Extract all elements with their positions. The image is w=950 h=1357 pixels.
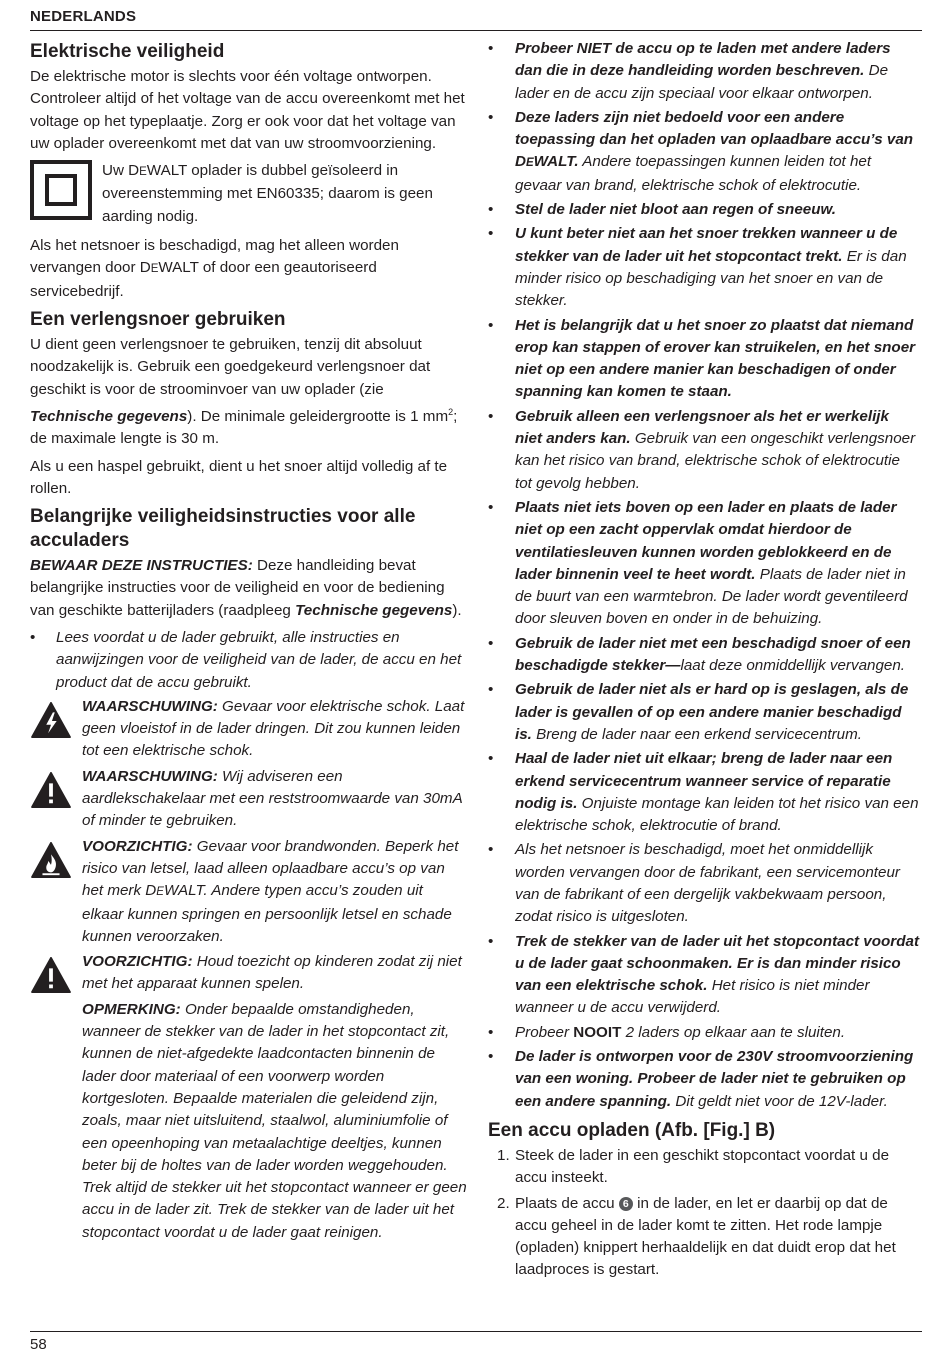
- caution-burn: [30, 836, 468, 948]
- list-item: • Gebruik alleen een verlengsnoer als het er werkelijk niet anders kan. Gebruik van een ongeschikt verlengsnoer kan het risico van brand, elektrische schok of elektrocutie tot gevolg hebben.: [488, 407, 916, 492]
- save-instructions-paragraph: BEWAAR DEZE INSTRUCTIES: Deze handleiding bevat belangrijke instructies voor de veiligheid en voor de bediening van geschikte batterijladers (raadpleeg Technische gegevens).: [30, 557, 462, 619]
- list-item: • Probeer NOOIT 2 laders op elkaar aan te sluiten.: [488, 1023, 846, 1041]
- list-item: • U kunt beter niet aan het snoer trekken wanneer u de stekker van de lader uit het stopcontact trekt. Er is dan minder risico op beschadiging van het snoer en van de stekker.: [488, 225, 907, 310]
- warning-text: VOORZICHTIG: Houd toezicht op kinderen zodat zij niet met het apparaat kunnen spelen.: [82, 953, 462, 993]
- list-item: • Haal de lader niet uit elkaar; breng de lader naar een erkend servicecentrum wanneer service of reparatie nodig is. Onjuiste montage kan leiden tot het risico van een elektrische schok, elektrocutie of brand.: [488, 750, 919, 835]
- safety-bullet-list: [30, 627, 468, 694]
- list-item: • Plaats niet iets boven op een lader en plaats de lader niet op een zacht oppervlak omdat hierdoor de ventilatiesleuven kunnen worden geblokkeerd en de lader binnenin veel te heet wordt. Plaats de lader niet in de buurt van een warmtebron. De lader wordt geventileerd door sleuven boven en onder in de behuizing.: [488, 498, 908, 628]
- power-cord-paragraph: Als het netsnoer is beschadigd, mag het alleen worden vervangen door DEWALT of door een geautoriseerd servicebedrijf.: [30, 237, 399, 300]
- warning-electric-shock: [30, 696, 468, 763]
- step-item: 1. Steek de lader in een geschikt stopcontact voordat u de accu insteekt.: [497, 1146, 890, 1187]
- warning-text: WAARSCHUWING: Gevaar voor elektrische schok. Laat geen vloeistof in de lader dringen. Dit zou kunnen leiden tot een elektrische schok.: [82, 697, 465, 760]
- charger-safety-list: [488, 38, 920, 1113]
- double-insulation-block: [30, 160, 468, 233]
- left-column: [30, 38, 468, 1244]
- footer-rule: [30, 1331, 922, 1332]
- heading-extension-cord: Een verlengsnoer gebruiken: [30, 308, 286, 330]
- caution-children: [30, 951, 468, 996]
- list-item: • De lader is ontworpen voor de 230V stroomvoorziening van een woning. Probeer de lader niet te gebruiken op een andere spanning. Dit geldt niet voor de 12V-lader.: [488, 1048, 914, 1110]
- warning-text: VOORZICHTIG: Gevaar voor brandwonden. Beperk het risico van letsel, laad alleen oplaadbare accu’s op van het merk DEWALT. Andere typen accu’s zouden uit elkaar kunnen springen en persoonlijk letsel en schade kunnen veroorzaken.: [82, 837, 459, 945]
- exclamation-warning-icon: [30, 772, 72, 808]
- list-item: • Probeer NIET de accu op te laden met andere laders dan die in deze handleiding worden beschreven. De lader en de accu zijn speciaal voor elkaar ontworpen.: [488, 40, 891, 102]
- warning-text: WAARSCHUWING: Wij adviseren een aardlekschakelaar met een reststroomwaarde van 30mA of minder te gebruiken.: [82, 767, 463, 830]
- double-insulation-icon: [30, 160, 92, 220]
- extension-paragraph: U dient geen verlengsnoer te gebruiken, tenzij dit absoluut noodzakelijk is. Gebruik een goedgekeurd verlengsnoer dat geschikt is voor de stroominvoer van uw oplader (zie Technische gegevens). De minimale geleidergrootte is 1 $mm^2$; de maximale lengte is 30 m.: [30, 335, 458, 448]
- heading-charging: Een accu opladen (Afb. [Fig.] B): [488, 1119, 776, 1141]
- list-item: • Als het netsnoer is beschadigd, moet het onmiddellijk worden vervangen door de fabrikant, een servicemonteur van de fabrikant of een dergelijk vakbekwaam persoon, zodat risico is uitgesloten.: [488, 841, 900, 926]
- reel-paragraph: Als u een haspel gebruikt, dient u het snoer altijd volledig af te rollen.: [30, 457, 448, 497]
- electric-shock-warning-icon: [30, 702, 72, 738]
- step-item: 2. Plaats de accu 6 in de lader, en let er daarbij op dat de accu geheel in de lader komt te zitten. Het rode lampje (opladen) knippert herhaaldelijk en dat duidt erop dat het laadproces is gestart.: [497, 1194, 896, 1279]
- list-item: • Stel de lader niet bloot aan regen of sneeuw.: [488, 201, 836, 219]
- heading-electrical-safety: Elektrische veiligheid: [30, 41, 225, 62]
- technical-data-ref: Technische gegevens: [30, 407, 188, 425]
- header-language: NEDERLANDS: [30, 8, 137, 25]
- fire-warning-icon: [30, 842, 72, 878]
- list-item: • Gebruik de lader niet met een beschadigd snoer of een beschadigde stekker—laat deze onmiddellijk vervangen.: [488, 634, 911, 675]
- note-short-circuit: OPMERKING: Onder bepaalde omstandigheden, wanneer de stekker van de lader in het stopcontact zit, kunnen de niet-afgedekte laadcontacten binnenin de lader door materiaal of een voorwerp worden kortgesloten. Bepaalde materialen die geleidend zijn, zoals, maar niet uitsluitend, staalwol, aluminiumfolie of een opeenhoping van metaalachtige deeltjes, kunnen beter bij de holtes van de lader worden weggehouden. Trek altijd de stekker uit het stopcontact wanneer er geen accu in de lader zit. Trek de stekker van de lader uit het stopcontact voordat u de lader gaat reinigen.: [82, 1000, 467, 1241]
- right-column: [488, 38, 920, 1285]
- header-rule: [30, 30, 922, 31]
- page-number: 58: [30, 1336, 47, 1353]
- warning-rcd: [30, 766, 468, 833]
- electrical-paragraph: De elektrische motor is slechts voor één voltage ontworpen. Controleer altijd of het voltage van de accu overeenkomt met het voltage op het typeplaatje. Zorg er ook voor dat het voltage van uw oplader overeenkomt met dat van uw stroomvoorziening.: [30, 68, 465, 152]
- list-item: • Deze laders zijn niet bedoeld voor een andere toepassing dan het opladen van oplaadbare accu’s van DEWALT. Andere toepassingen kunnen leiden tot het gevaar van brand, elektrische schok of elektrocutie.: [488, 108, 914, 194]
- list-item: • Lees voordat u de lader gebruikt, alle instructies en aanwijzingen voor de veiligheid van de lader, de accu en het product dat de accu gebruikt.: [30, 629, 462, 691]
- list-item: • Het is belangrijk dat u het snoer zo plaatst dat niemand erop kan stappen of erover kan struikelen, en het snoer niet op een andere manier kan beschadigen of onder spanning kan komen te staan.: [488, 316, 916, 401]
- heading-safety-instructions: Belangrijke veiligheidsinstructies voor alle acculaders: [30, 506, 416, 552]
- exclamation-warning-icon: [30, 957, 72, 993]
- list-item: • Gebruik de lader niet als er hard op is geslagen, als de lader is gevallen of op een andere manier beschadigd is. Breng de lader naar een erkend servicecentrum.: [488, 681, 909, 743]
- battery-callout-badge: 6: [619, 1197, 633, 1211]
- charging-steps: [488, 1145, 920, 1282]
- list-item: • Trek de stekker van de lader uit het stopcontact voordat u de lader gaat schoonmaken. Er is dan minder risico van een elektrische schok. Het risico is niet minder wanneer u de accu verwijderd.: [488, 932, 919, 1017]
- double-insulation-text: Uw DEWALT oplader is dubbel geïsoleerd in overeenstemming met EN60335; daarom is geen aarding nodig.: [102, 162, 433, 225]
